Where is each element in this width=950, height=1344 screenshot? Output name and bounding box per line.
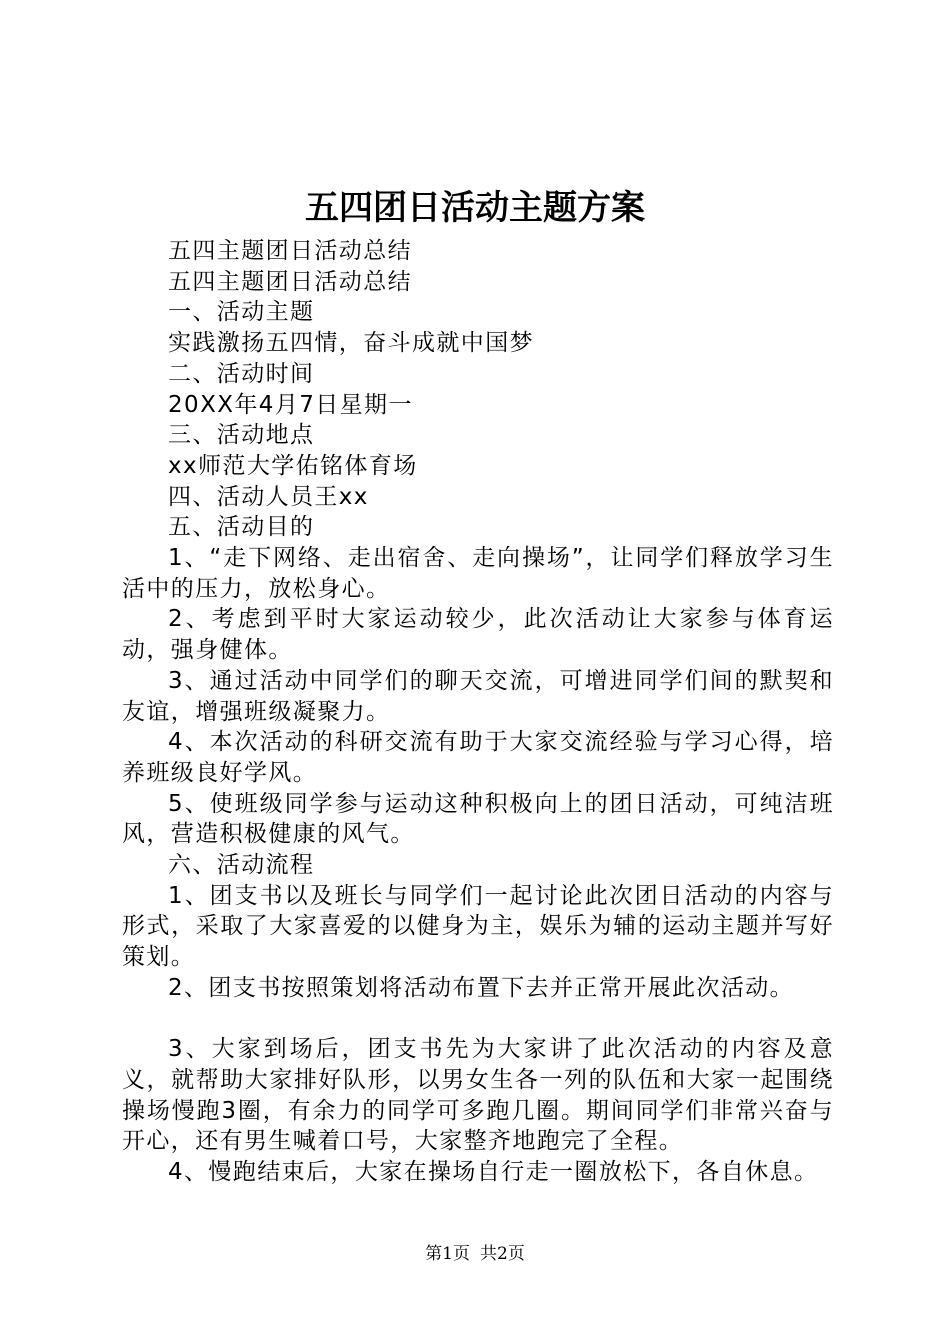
paragraph: 五四主题团日活动总结 [168, 268, 412, 295]
section-heading: 二、活动时间 [168, 360, 315, 387]
page-footer [0, 1243, 950, 1265]
section-heading: 五、活动目的 [168, 514, 315, 541]
paragraph: 实践激扬五四情，奋斗成就中国梦 [168, 330, 534, 357]
list-item: 5、使班级同学参与运动这种积极向上的团日活动，可纯洁班风，营造积极健康的风气。 [122, 790, 834, 848]
document-body [122, 236, 834, 1188]
page-number: 第1页 [425, 1244, 470, 1264]
paragraph: 20XX年4月7日星期一 [168, 391, 413, 418]
paragraph: 五四主题团日活动总结 [168, 238, 412, 264]
section-heading: 六、活动流程 [168, 852, 315, 879]
list-item: 1、“走下网络、走出宿舍、走向操场”，让同学们释放学习生活中的压力，放松身心。 [122, 545, 834, 602]
section-heading: 三、活动地点 [168, 422, 315, 449]
paragraph: xx师范大学佑铭体育场 [168, 452, 418, 479]
section-heading: 一、活动主题 [168, 299, 315, 326]
list-item: 4、慢跑结束后，大家在操场自行走一圈放松下，各自休息。 [168, 1159, 819, 1186]
list-item: 3、通过活动中同学们的聊天交流，可增进同学们间的默契和友谊，增强班级凝聚力。 [122, 667, 834, 725]
document-title: 五四团日活动主题方案 [305, 188, 645, 228]
list-item: 1、团支书以及班长与同学们一起讨论此次团日活动的内容与形式，采取了大家喜爱的以健身为主，娱乐为辅的运动主题并写好策划。 [122, 882, 834, 971]
list-item: 3、大家到场后，团支书先为大家讲了此次活动的内容及意义，就帮助大家排好队形，以男女生各一列的队伍和大家一起围绕操场慢跑3圈，有余力的同学可多跑几圈。期间同学们非常兴奋与开心，还有男生喊着口号，大家整齐地跑完了全程。 [122, 1036, 834, 1155]
page-total: 共2页 [480, 1244, 525, 1264]
list-item: 2、团支书按照策划将活动布置下去并正常开展此次活动。 [168, 974, 795, 1001]
blank-line [122, 1004, 834, 1035]
list-item: 4、本次活动的科研交流有助于大家交流经验与学习心得，培养班级良好学风。 [122, 729, 834, 786]
section-heading: 四、活动人员王xx [168, 483, 369, 510]
list-item: 2、考虑到平时大家运动较少，此次活动让大家参与体育运动，强身健体。 [122, 606, 834, 664]
